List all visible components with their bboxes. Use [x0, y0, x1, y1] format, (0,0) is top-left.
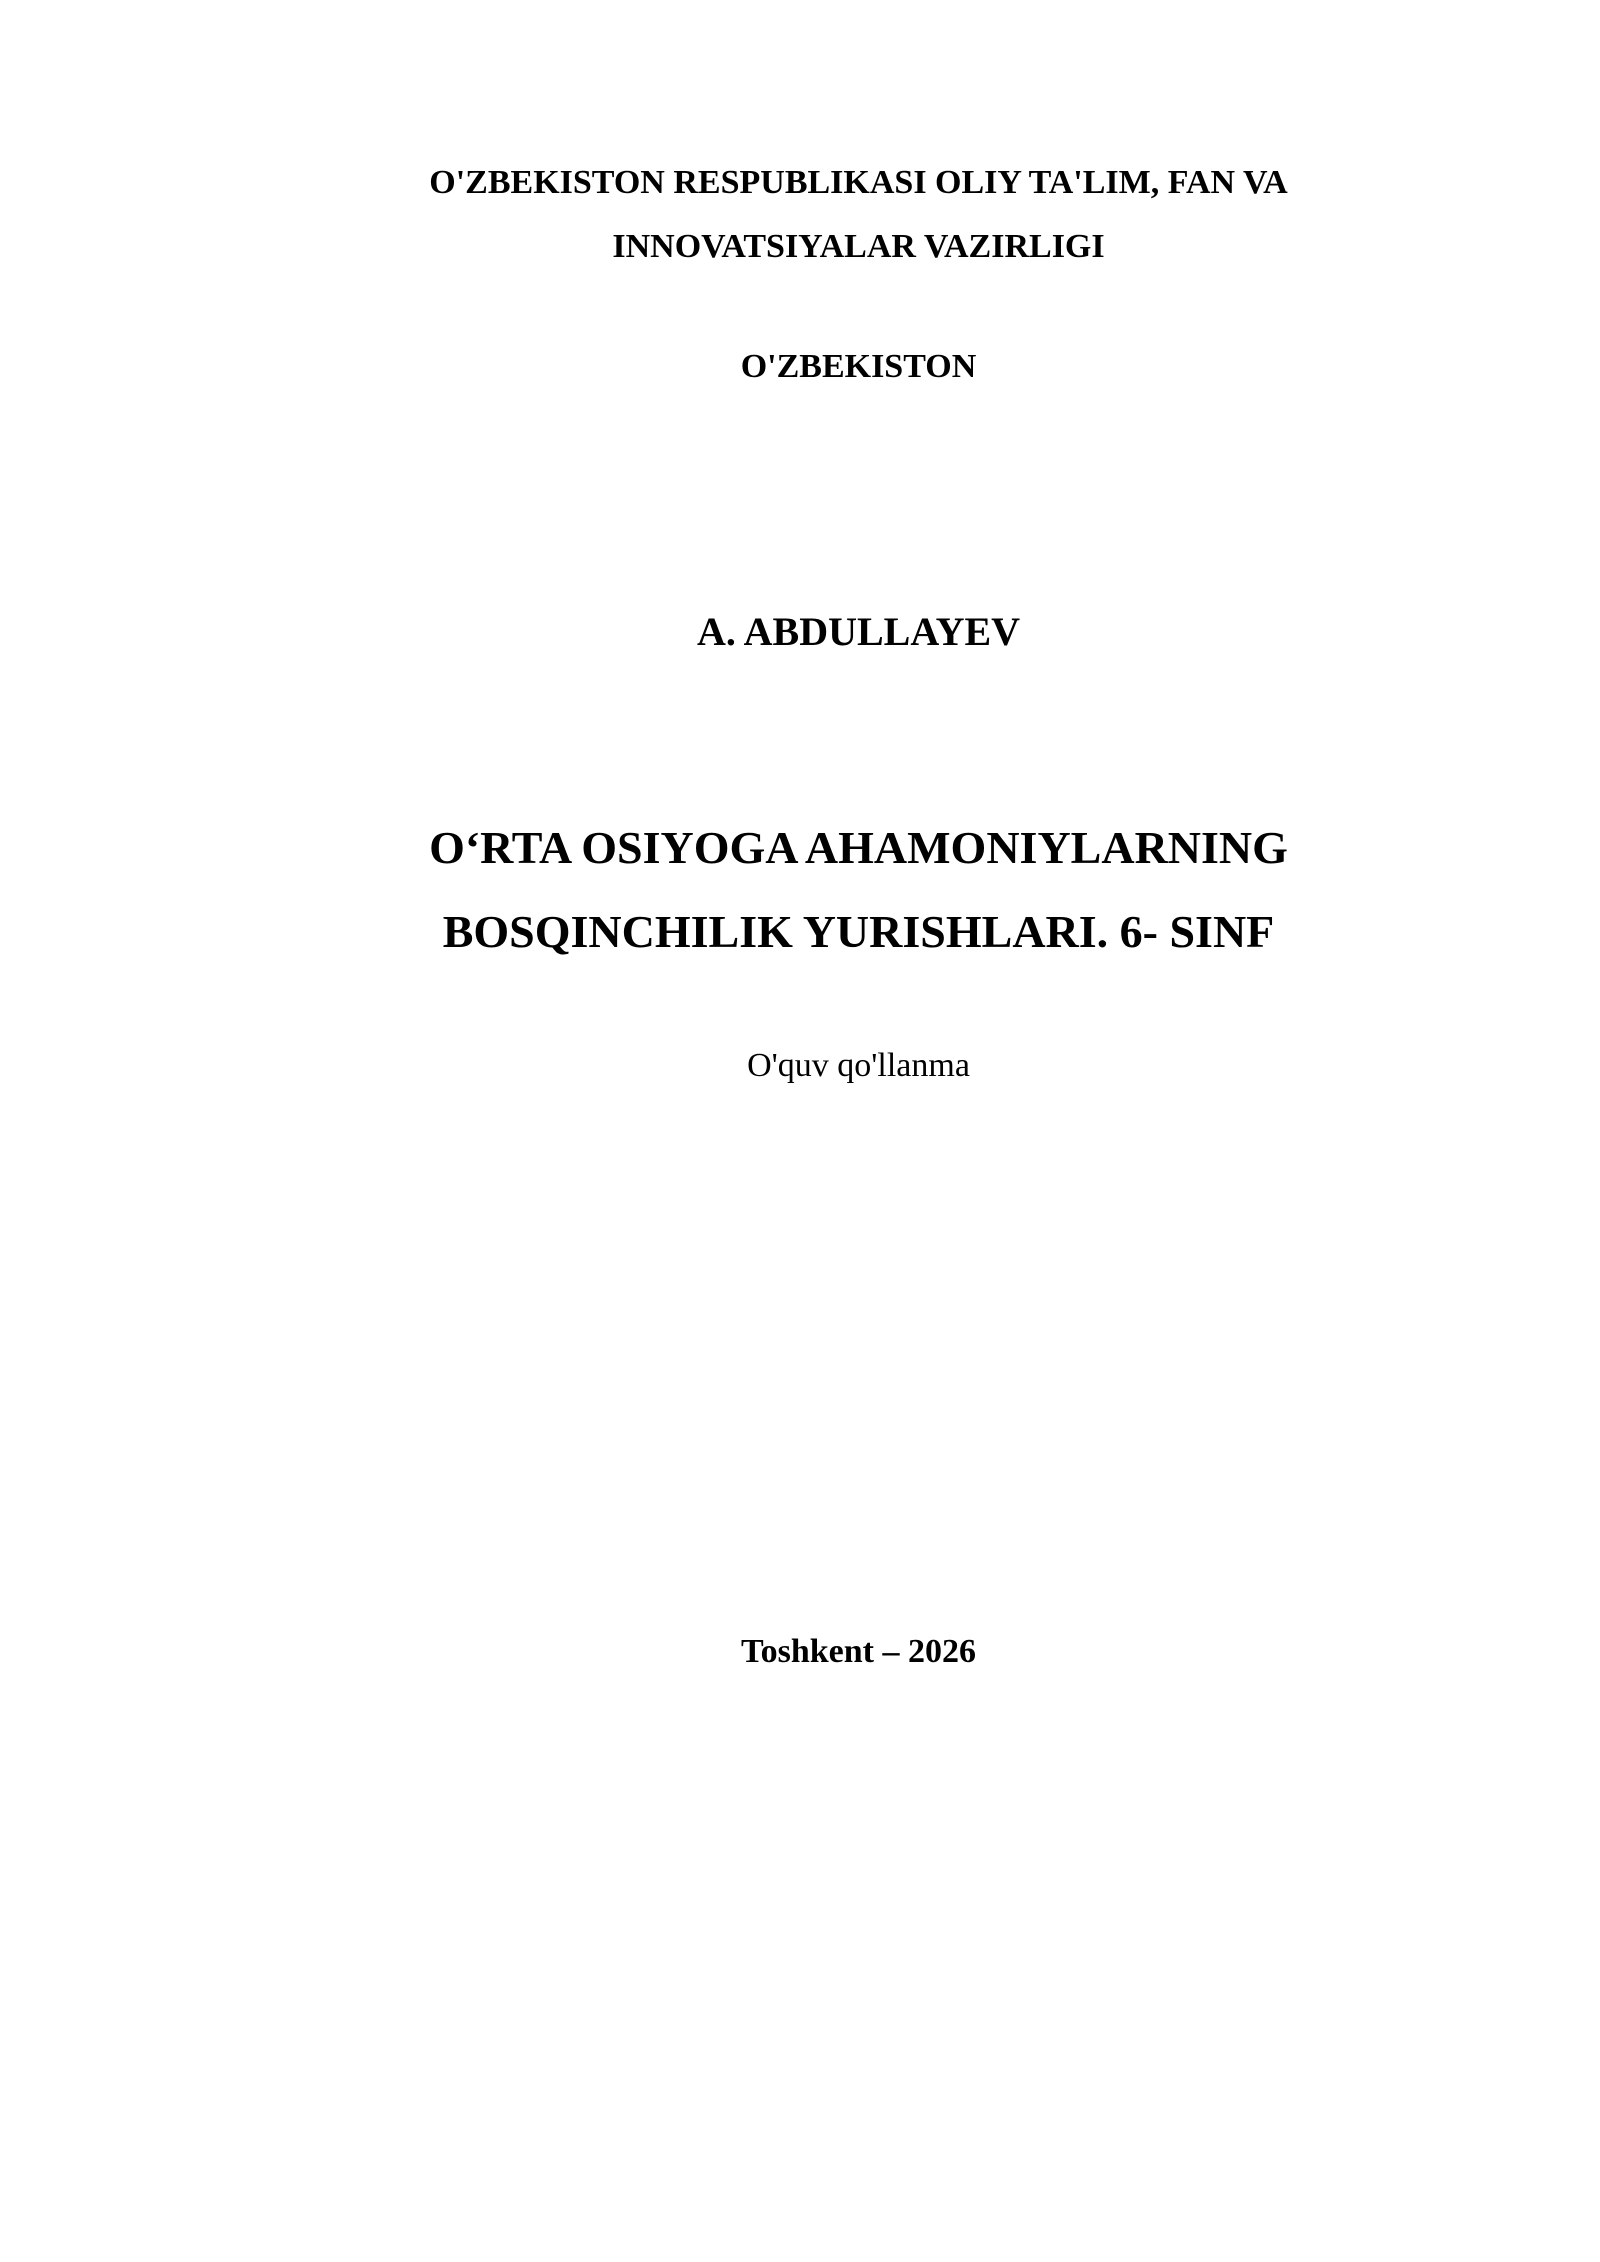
author-name: A. ABDULLAYEV — [696, 609, 1021, 654]
document-title-line-1: O‘RTA OSIYOGA AHAMONIYLARNING — [429, 822, 1288, 873]
ministry-heading-line-1: O'ZBEKISTON RESPUBLIKASI OLIY TA'LIM, FAN VA — [429, 164, 1288, 201]
document-subtitle: O'quv qo'llanma — [747, 1047, 970, 1084]
country-heading: O'ZBEKISTON — [740, 348, 977, 385]
document-title — [376, 806, 1341, 974]
ministry-heading-line-2: INNOVATSIYALAR VAZIRLIGI — [612, 228, 1105, 265]
document-title-line-2: BOSQINCHILIK YURISHLARI. 6- SINF — [442, 906, 1275, 957]
ministry-heading — [376, 151, 1341, 279]
publication-imprint: Toshkent – 2026 — [741, 1633, 976, 1670]
